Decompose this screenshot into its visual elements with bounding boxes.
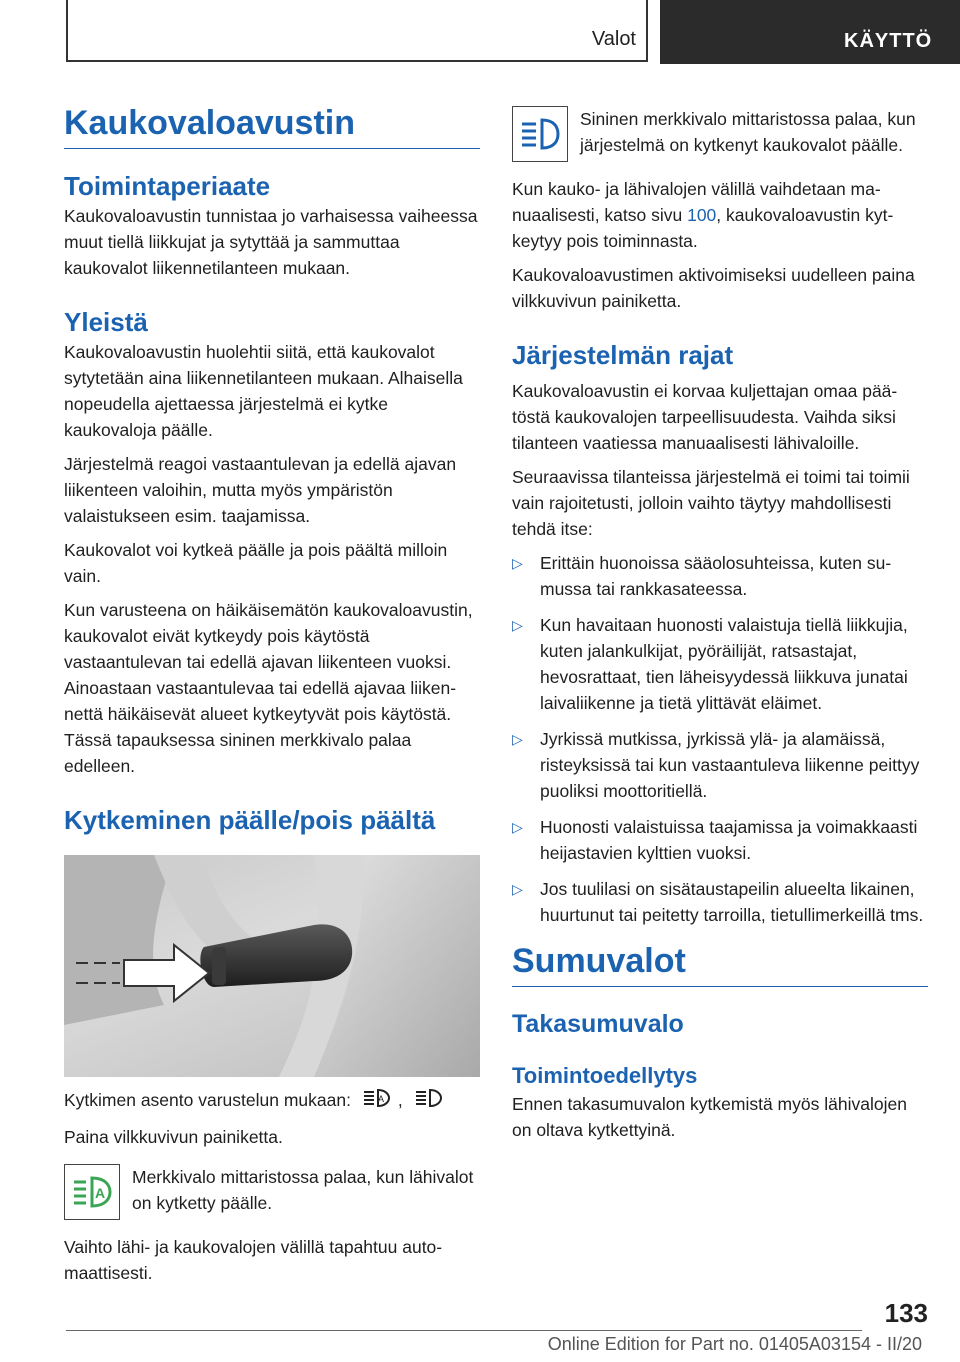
para-vaihto: Vaihto lähi- ja kaukovalojen välillä tapahtuu automaattisesti. [64,1237,443,1283]
list-item-text: Jyrkissä mutkissa, jyrkissä ylä- ja alamäissä, risteyksissä tai kun vastaantuleva liikenne peittyy puoliksi moottoritiellä. [540,729,920,801]
bullet-triangle-icon: ▷ [512,881,523,897]
svg-text:A: A [377,1094,384,1104]
text-kun-kauko-post: , kaukovaloavustin kytkeytyy pois toiminnasta. [512,205,894,251]
para-yleista-2: Järjestelmä reagoi vastaantulevan ja edellä ajavan liikenteen valoihin, mutta myös ympäristön valaistukseen esim. taajamissa. [64,454,457,526]
svg-text:A: A [95,1185,106,1201]
heading-toimintoedellytys: Toimintoedellytys [512,1063,698,1088]
left-column [64,100,480,1286]
bullet-triangle-icon: ▷ [512,819,523,835]
heading-jarjestelman-rajat: Järjestelmän rajat [512,340,734,370]
list-item-text: Kun havaitaan huonosti valaistuja tiellä liikkujia, kuten jalankulkijat, pyöräilijät, ratsastajat, hevosrattaat, tien läheisyydessä liikkuva junatai laivaliikenne ja tietä ylittävät eläimet. [540,615,908,713]
para-toimintaperiaate: Kaukovaloavustin tunnistaa jo varhaisessa vaiheessa muut tiellä liikkujat ja sytyttää ja sammuttaa kaukovalot liikennetilanteen mukaan. [64,206,478,278]
lever-illustration [64,855,480,1077]
list-item [512,550,928,602]
heading-kytkeminen: Kytkeminen päälle/pois päältä [64,805,436,835]
para-yleista-1: Kaukovaloavustin huolehtii siitä, että kaukovalot sytytetään aina liikennetilanteen mukaan. Alhaisella nopeudella ajettaessa järjestelmä ei kytke kaukovaloja päälle. [64,342,463,440]
page-link-100[interactable]: 100 [687,205,717,225]
text-icon-separator: , [397,1090,403,1111]
para-yleista-4: Kun varusteena on häikäisemätön kaukovaloavustin, kaukovalot eivät kytkeydy pois käytöstä vastaantulevan tai edellä ajavan liikenteen vuoksi. Ainoastaan vastaantulevaa tai edellä ajavaa liikennettä häikäisevät alueet kytkeytyvät pois käytöstä. Tässä tapauksessa sininen merkkivalo palaa edelleen. [64,600,473,776]
para-sininen: Sininen merkkivalo mittaristossa palaa, kun järjestelmä on kytkenyt kaukovalot päälle. [580,109,916,155]
section-title-sumuvalot: Sumuvalot [512,942,686,980]
list-item [512,726,928,804]
limitations-list [512,550,928,928]
text-kun-kauko-pre: Kun kauko- ja lähivalojen välillä vaihdetaan manuaalisesti, katso sivu [512,179,881,225]
footer-edition: Online Edition for Part no. 01405A03154 - II/20 [547,1334,922,1354]
list-item-text: Erittäin huonoissa sääolosuhteissa, kuten sumussa tai rankkasateessa. [540,553,892,599]
low-beam-assist-indicator-icon [64,1164,120,1220]
high-beam-assist-icon-variant [414,1087,444,1116]
bullet-triangle-icon: ▷ [512,617,523,633]
list-item [512,814,928,866]
para-merkkivalo: Merkkivalo mittaristossa palaa, kun lähivalot on kytketty päälle. [132,1167,474,1213]
high-beam-indicator-icon [512,106,568,162]
para-edellytys: Ennen takasumuvalon kytkemistä myös lähivalojen on oltava kytkettyinä. [512,1094,907,1140]
bullet-triangle-icon: ▷ [512,555,523,571]
list-item-text: Huonosti valaistuissa taajamissa ja voimakkaasti heijastavien kylttien vuoksi. [540,817,918,863]
page-title: Kaukovaloavustin [64,104,355,142]
title-rule [64,148,480,149]
footer-rule [66,1330,862,1331]
page-number: 133 [884,1298,928,1328]
para-rajat-2: Seuraavissa tilanteissa järjestelmä ei toimi tai toimii vain rajoitetusti, jolloin vaihto täytyy mahdollisesti tehdä itse: [512,467,910,539]
right-column [512,100,928,1143]
para-kytkimen-asento [64,1087,480,1116]
bullet-triangle-icon: ▷ [512,731,523,747]
turn-signal-lever-figure [64,855,480,1077]
heading-yleista: Yleistä [64,307,148,337]
header-section-title: Valot [591,28,636,50]
high-beam-assist-icon [362,1087,392,1116]
para-rajat-1: Kaukovaloavustin ei korvaa kuljettajan omaa päätöstä kaukovalojen tarpeellisuudesta. Vaihda siksi tilanteen vaatiessa manuaalisesti lähivaloille. [512,381,898,453]
indicator-low-beam-row [64,1164,480,1220]
heading-takasumuvalo: Takasumuvalo [512,1010,684,1038]
para-paina: Paina vilkkuvivun painiketta. [64,1127,283,1147]
list-item-text: Jos tuulilasi on sisätaustapeilin alueelta likainen, huurtunut tai peitetty tarroilla, tietullimerkeillä tms. [540,879,924,925]
para-aktivointi: Kaukovaloavustimen aktivoimiseksi uudelleen paina vilkkuvivun painiketta. [512,265,915,311]
list-item [512,612,928,716]
heading-toimintaperiaate: Toimintaperiaate [64,171,271,201]
header-chapter-tab: KÄYTTÖ [660,0,960,64]
section-title-rule [512,986,928,987]
para-kun-kauko [512,176,928,254]
list-item [512,876,928,928]
text-kytkimen-asento: Kytkimen asento varustelun mukaan: [64,1090,351,1111]
para-yleista-3: Kaukovalot voi kytkeä päälle ja pois päältä milloin vain. [64,540,448,586]
indicator-high-beam-row [512,106,928,162]
